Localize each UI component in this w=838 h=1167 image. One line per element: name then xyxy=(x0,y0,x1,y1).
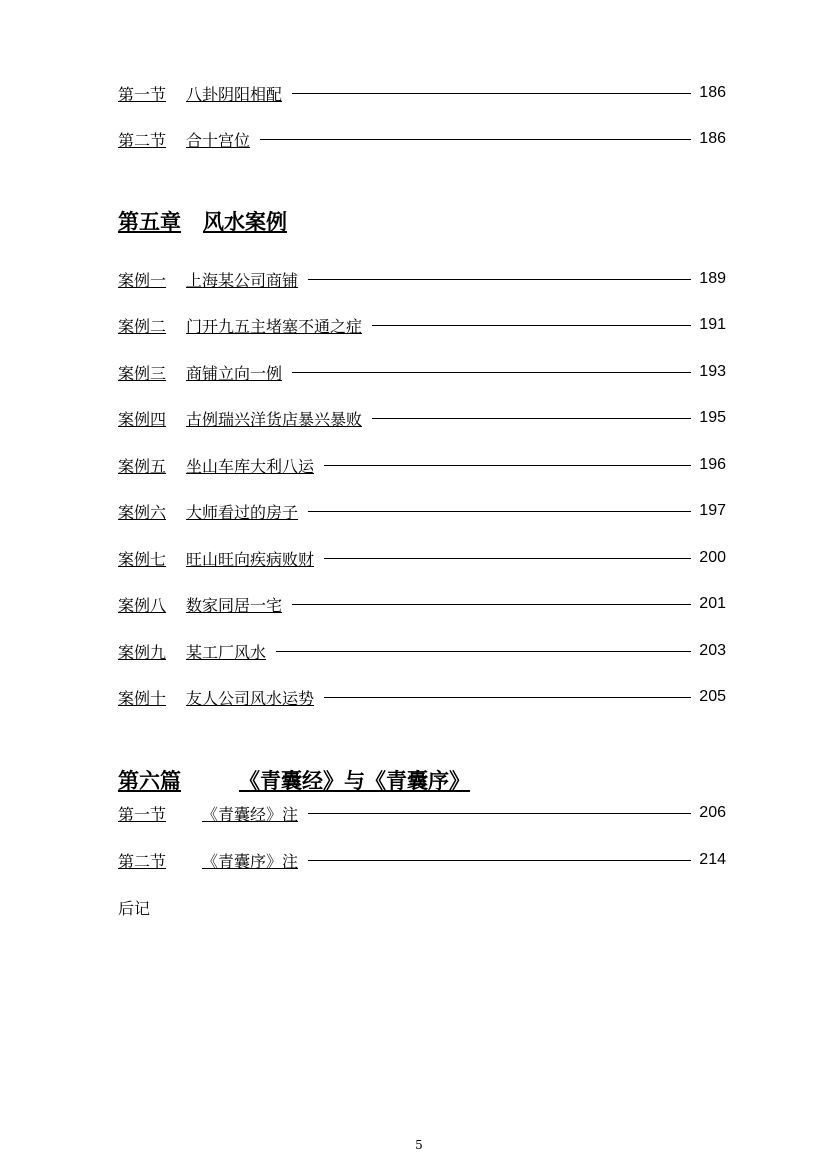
afterword-entry[interactable]: 后记 xyxy=(118,899,151,918)
toc-entry-title: 旺山旺向疾病败财 xyxy=(186,549,315,569)
toc-entry-page: 189 xyxy=(699,270,726,287)
dot-leader xyxy=(308,813,691,814)
toc-entry-page: 201 xyxy=(699,595,726,612)
toc-entry[interactable] xyxy=(118,592,726,616)
toc-entry-label: 案例八 xyxy=(118,595,167,615)
toc-entry-title: 《青囊经》注 xyxy=(202,804,299,824)
page-number: 5 xyxy=(415,1138,423,1152)
toc-entry[interactable] xyxy=(118,127,726,151)
toc-entry-label: 案例十 xyxy=(118,688,167,708)
dot-leader xyxy=(324,558,691,559)
toc-entry-page: 186 xyxy=(699,84,726,101)
chapter-label: 第五章 xyxy=(118,209,181,234)
toc-entry-title: 商铺立向一例 xyxy=(186,363,283,383)
part-heading[interactable] xyxy=(118,765,470,795)
toc-entry[interactable] xyxy=(118,801,726,825)
toc-entry-title: 友人公司风水运势 xyxy=(186,688,315,708)
dot-leader xyxy=(292,372,691,373)
dot-leader xyxy=(260,139,691,140)
toc-entry[interactable] xyxy=(118,685,726,709)
toc-entry-label: 案例七 xyxy=(118,549,167,569)
toc-entry-label: 案例九 xyxy=(118,642,167,662)
toc-entry-label: 第一节 xyxy=(118,84,167,104)
toc-entry[interactable] xyxy=(118,546,726,570)
toc-entry-title: 《青囊序》注 xyxy=(202,851,299,871)
toc-entry[interactable] xyxy=(118,848,726,872)
toc-entry[interactable] xyxy=(118,267,726,291)
toc-entry-title: 八卦阴阳相配 xyxy=(186,84,283,104)
toc-entry-label: 案例一 xyxy=(118,270,167,290)
toc-entry-label: 第一节 xyxy=(118,804,167,824)
toc-entry-page: 193 xyxy=(699,363,726,380)
toc-entry-page: 205 xyxy=(699,688,726,705)
toc-entry-page: 196 xyxy=(699,456,726,473)
toc-entry-label: 案例四 xyxy=(118,409,167,429)
toc-entry-title: 上海某公司商铺 xyxy=(186,270,299,290)
toc-entry[interactable] xyxy=(118,639,726,663)
toc-entry-page: 195 xyxy=(699,409,726,426)
toc-entry-label: 第二节 xyxy=(118,130,167,150)
part-title: 《青囊经》与《青囊序》 xyxy=(239,768,470,793)
toc-entry-title: 古例瑞兴洋货店暴兴暴败 xyxy=(186,409,363,429)
dot-leader xyxy=(292,604,691,605)
toc-entry-page: 206 xyxy=(699,804,726,821)
toc-entry-label: 案例三 xyxy=(118,363,167,383)
toc-entry-label: 第二节 xyxy=(118,851,167,871)
toc-entry-title: 大师看过的房子 xyxy=(186,502,299,522)
dot-leader xyxy=(308,860,691,861)
toc-entry[interactable] xyxy=(118,499,726,523)
toc-entry-title: 数家同居一宅 xyxy=(186,595,283,615)
toc-entry-title: 合十宫位 xyxy=(186,130,251,150)
toc-entry-title: 某工厂风水 xyxy=(186,642,267,662)
toc-entry-page: 186 xyxy=(699,130,726,147)
dot-leader xyxy=(308,279,691,280)
toc-entry-page: 191 xyxy=(699,316,726,333)
toc-entry-page: 203 xyxy=(699,642,726,659)
dot-leader xyxy=(292,93,691,94)
dot-leader xyxy=(324,465,691,466)
dot-leader xyxy=(324,697,691,698)
part-label: 第六篇 xyxy=(118,768,181,793)
toc-entry[interactable] xyxy=(118,406,726,430)
toc-entry[interactable] xyxy=(118,453,726,477)
toc-entry[interactable] xyxy=(118,313,726,337)
toc-entry-label: 案例二 xyxy=(118,316,167,336)
dot-leader xyxy=(308,511,691,512)
dot-leader xyxy=(372,418,691,419)
dot-leader xyxy=(276,651,691,652)
toc-entry-label: 案例六 xyxy=(118,502,167,522)
toc-entry[interactable] xyxy=(118,360,726,384)
toc-entry[interactable] xyxy=(118,81,726,105)
toc-entry-title: 坐山车库大利八运 xyxy=(186,456,315,476)
toc-entry-page: 200 xyxy=(699,549,726,566)
chapter-heading[interactable] xyxy=(118,206,287,236)
chapter-title: 风水案例 xyxy=(203,209,287,234)
toc-entry-title: 门开九五主堵塞不通之症 xyxy=(186,316,363,336)
dot-leader xyxy=(372,325,691,326)
toc-entry-page: 197 xyxy=(699,502,726,519)
toc-entry-page: 214 xyxy=(699,851,726,868)
toc-entry-label: 案例五 xyxy=(118,456,167,476)
